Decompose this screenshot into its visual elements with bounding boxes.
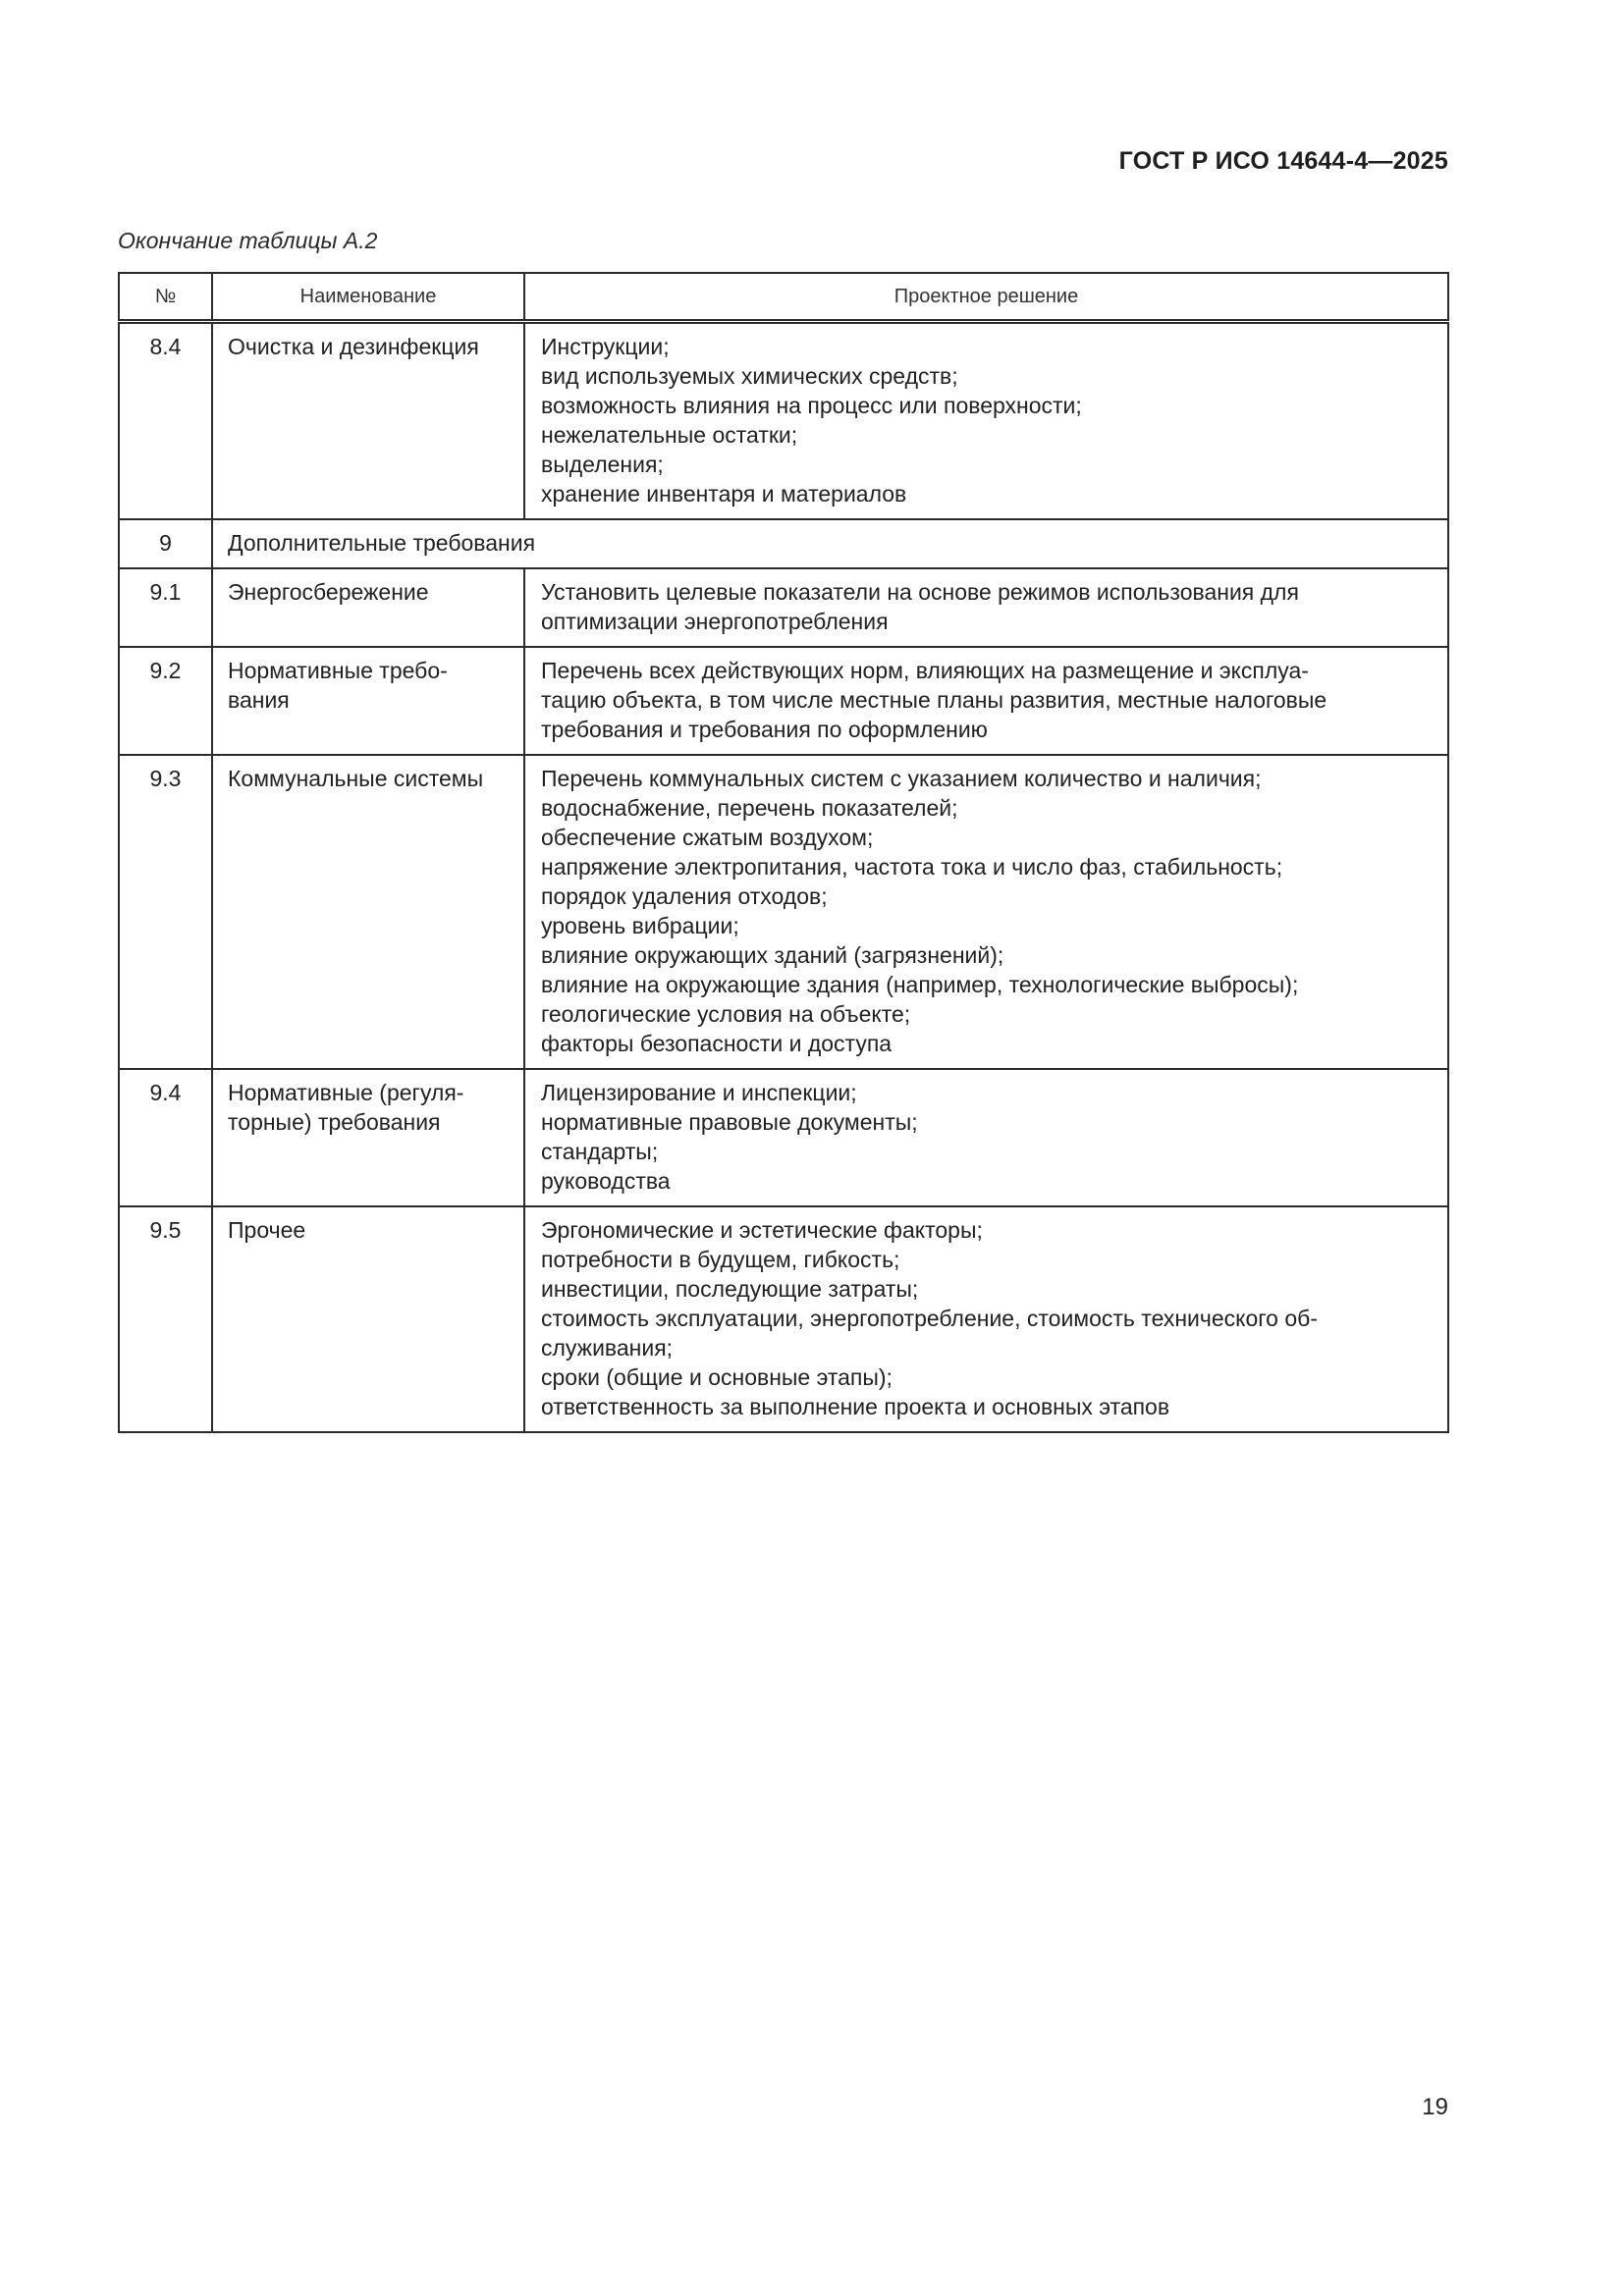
table-row [119,755,1448,1069]
row-name: Энергосбережение [212,568,524,647]
table-caption: Окончание таблицы А.2 [118,228,378,253]
row-solution: Установить целевые показатели на основе режимов использования для оптимизации энергопотребления [524,568,1448,647]
row-number: 9.4 [119,1069,212,1206]
column-header-number: № [119,273,212,322]
row-solution: Эргономические и эстетические факторы; потребности в будущем, гибкость; инвестиции, последующие затраты; стоимость эксплуатации, энергопотребление, стоимость технического об- служивания; сроки (общие и основные этапы); ответственность за выполнение проекта и основных этапов [524,1206,1448,1432]
requirements-table [118,272,1449,1433]
row-name: Очистка и дезинфекция [212,322,524,520]
row-solution: Перечень коммунальных систем с указанием количество и наличия; водоснабжение, перечень показателей; обеспечение сжатым воздухом; напряжение электропитания, частота тока и число фаз, стабильность; порядок удаления отходов; уровень вибрации; влияние окружающих зданий (загрязнений); влияние на окружающие здания (например, технологические выбросы); геологические условия на объекте; факторы безопасности и доступа [524,755,1448,1069]
row-solution: Перечень всех действующих норм, влияющих на размещение и эксплуа- тацию объекта, в том числе местные планы развития, местные налоговые требования и требования по оформлению [524,647,1448,755]
row-number: 9.3 [119,755,212,1069]
row-name: Прочее [212,1206,524,1432]
row-number: 9.5 [119,1206,212,1432]
row-name: Нормативные требо- вания [212,647,524,755]
table-section-row [119,519,1448,568]
table-row [119,647,1448,755]
column-header-solution: Проектное решение [524,273,1448,322]
row-number: 8.4 [119,322,212,520]
table-header-row [119,273,1448,322]
row-number: 9.1 [119,568,212,647]
table-row [119,568,1448,647]
row-name: Нормативные (регуля- торные) требования [212,1069,524,1206]
table-row [119,1206,1448,1432]
section-title: Дополнительные требования [212,519,1448,568]
row-solution: Инструкции; вид используемых химических средств; возможность влияния на процесс или поверхности; нежелательные остатки; выделения; хранение инвентаря и материалов [524,322,1448,520]
page-number: 19 [1422,2094,1448,2120]
row-solution: Лицензирование и инспекции; нормативные правовые документы; стандарты; руководства [524,1069,1448,1206]
row-name: Коммунальные системы [212,755,524,1069]
table-row [119,1069,1448,1206]
section-number: 9 [119,519,212,568]
column-header-name: Наименование [212,273,524,322]
row-number: 9.2 [119,647,212,755]
document-standard-code: ГОСТ Р ИСО 14644-4—2025 [1118,147,1448,175]
table-row [119,322,1448,520]
